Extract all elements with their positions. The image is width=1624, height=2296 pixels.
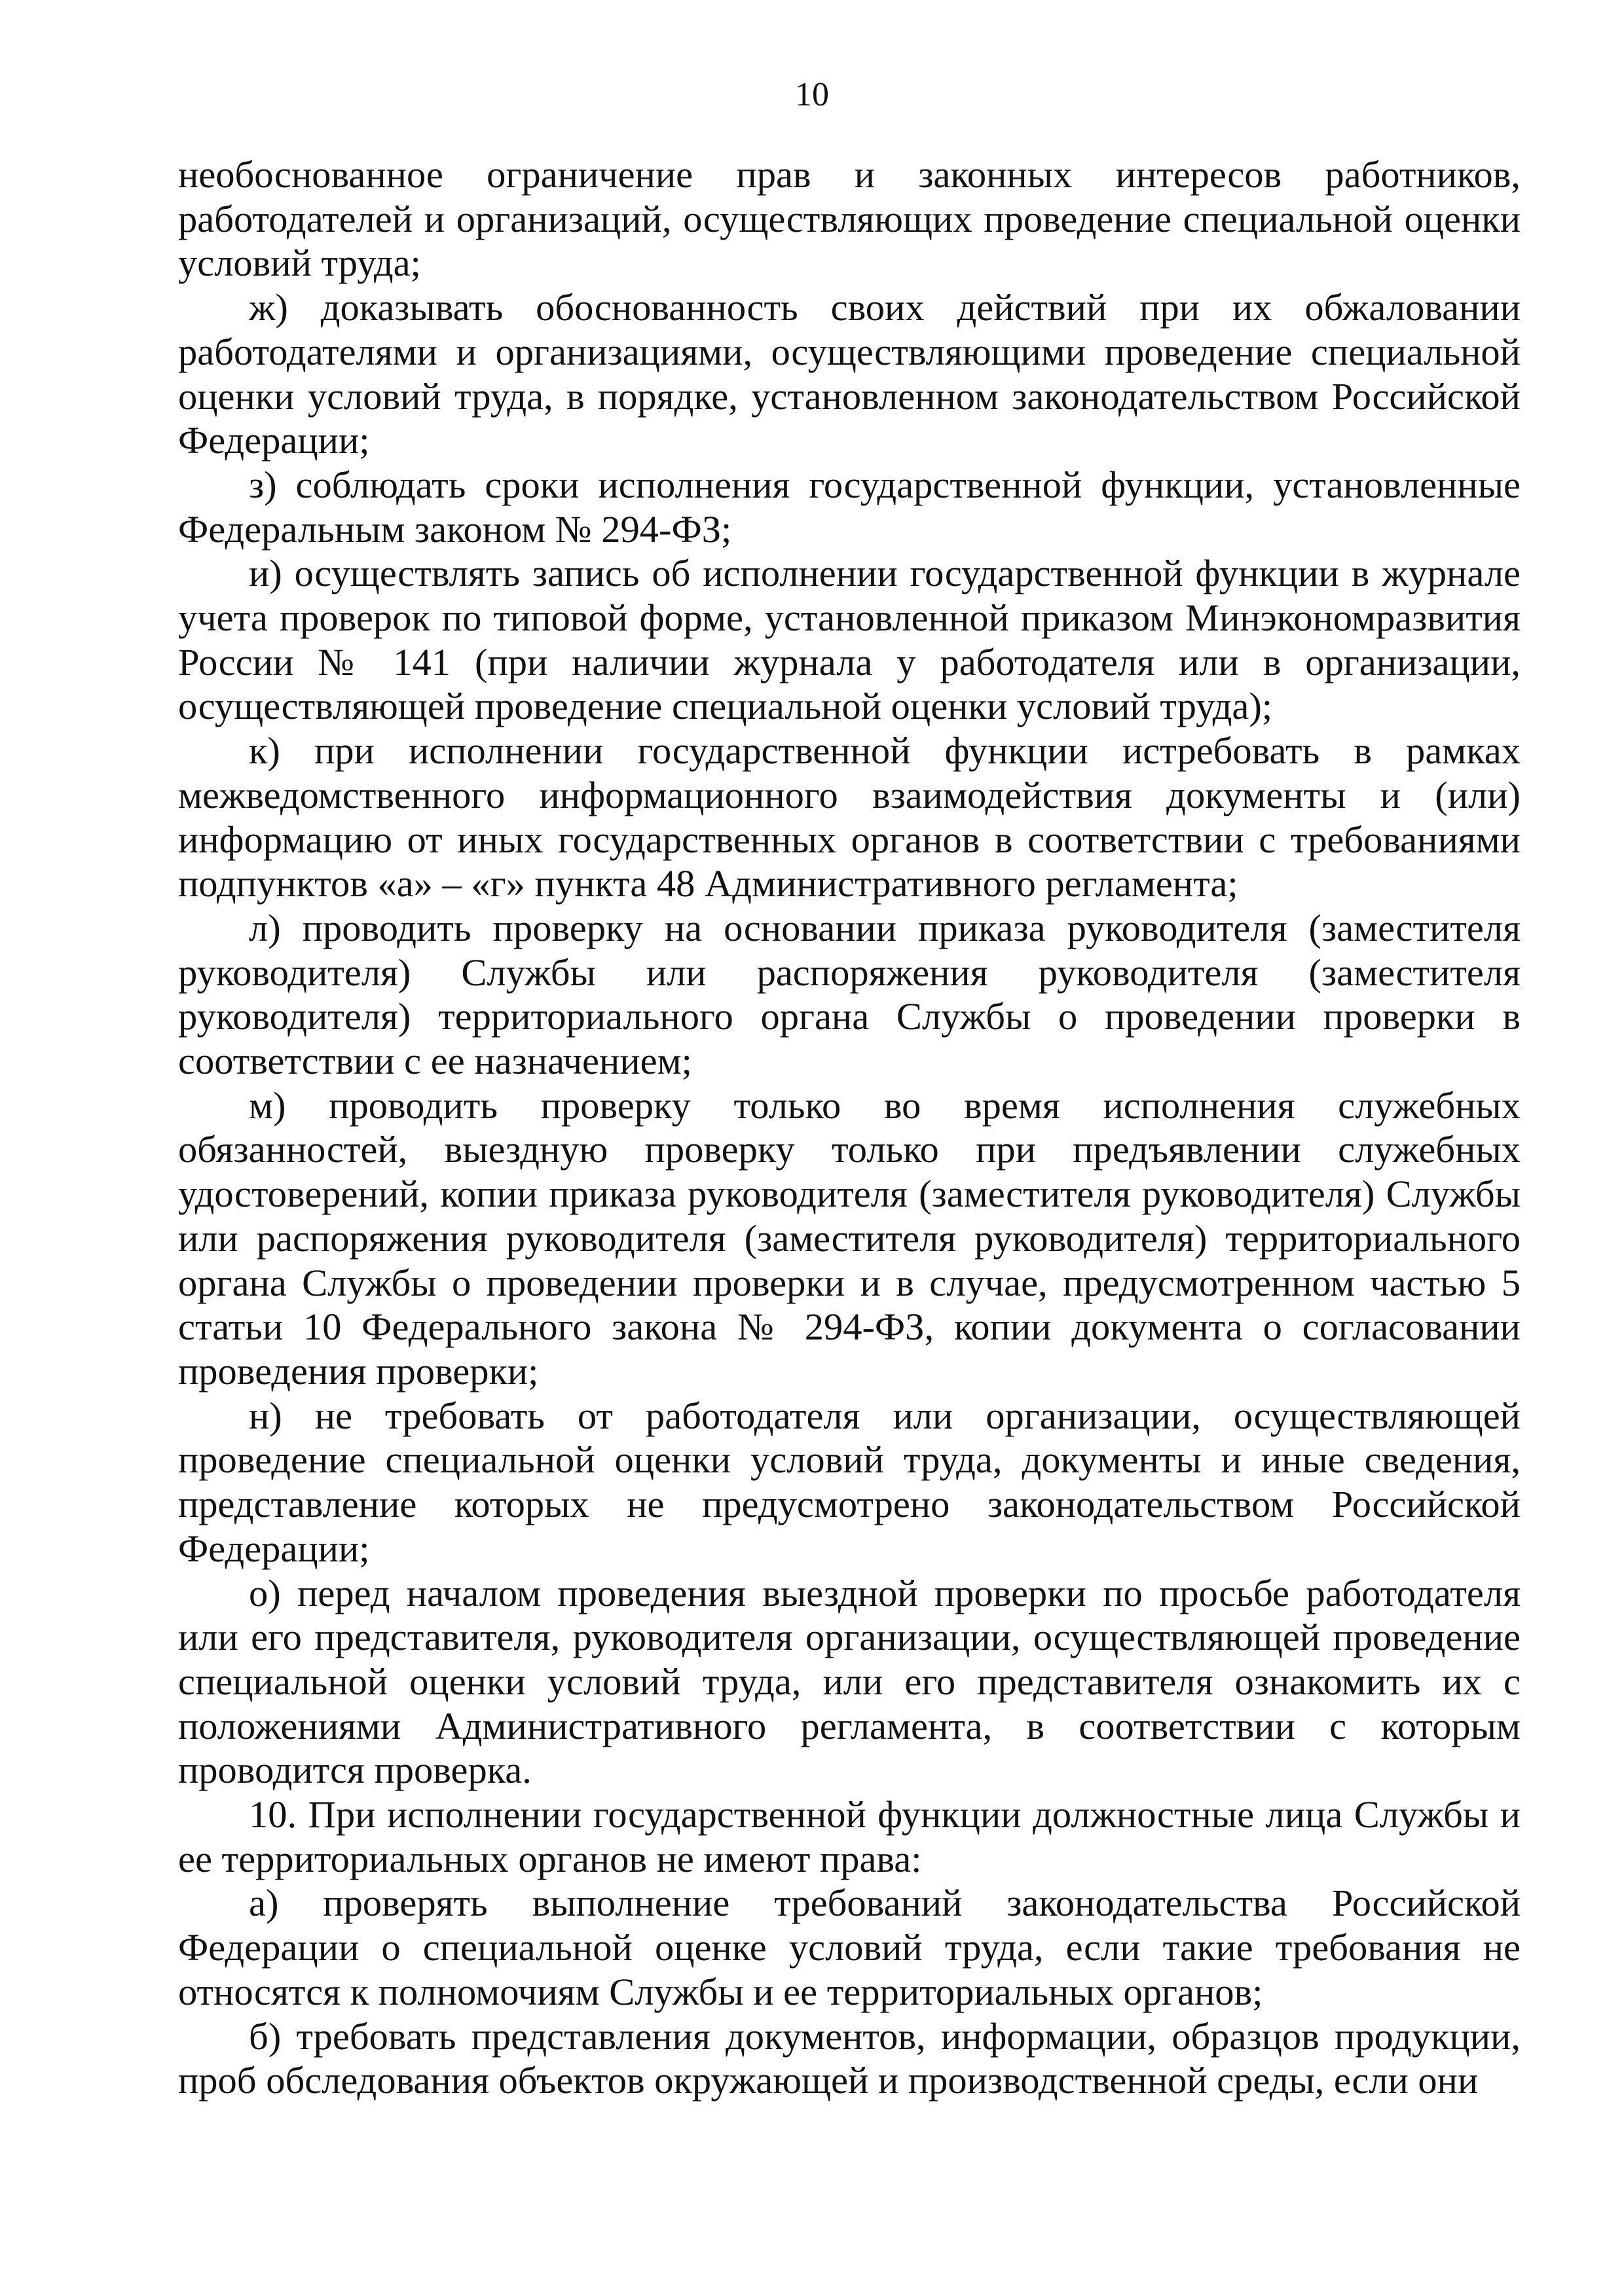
paragraph-item-o: о) перед началом проведения выездной проверки по просьбе работодателя или его представителя, руководителя организации, осуществляющей проведение специальной оценки условий труда, или его представителя ознакомить их с положениями Административного регламента, в соответствии с которым проводится проверка.: [178, 1571, 1521, 1792]
paragraph-item-z: з) соблюдать сроки исполнения государственной функции, установленные Федеральным законом № 294-ФЗ;: [178, 463, 1521, 551]
paragraph-continuation: необоснованное ограничение прав и законных интересов работников, работодателей и организаций, осуществляющих проведение специальной оценки условий труда;: [178, 153, 1521, 285]
paragraph-item-zh: ж) доказывать обоснованность своих действий при их обжаловании работодателями и организациями, осуществляющими проведение специальной оценки условий труда, в порядке, установленном законодательством Российской Федерации;: [178, 286, 1521, 462]
paragraph-item-b: б) требовать представления документов, информации, образцов продукции, проб обследования объектов окружающей и производственной среды, если они: [178, 2014, 1521, 2102]
paragraph-item-l: л) проводить проверку на основании приказа руководителя (заместителя руководителя) Службы или распоряжения руководителя (заместителя руководителя) территориального органа Службы о проведении проверки в соответствии с ее назначением;: [178, 906, 1521, 1083]
paragraph-item-a: а) проверять выполнение требований законодательства Российской Федерации о специальной оценке условий труда, если такие требования не относятся к полномочиям Службы и ее территориальных органов;: [178, 1882, 1521, 2013]
paragraph-item-i: и) осуществлять запись об исполнении государственной функции в журнале учета проверок по типовой форме, установленной приказом Минэкономразвития России № 141 (при наличии журнала у работодателя или в организации, осуществляющей проведение специальной оценки условий труда);: [178, 552, 1521, 728]
paragraph-item-m: м) проводить проверку только во время исполнения служебных обязанностей, выездную проверку только при предъявлении служебных удостоверений, копии приказа руководителя (заместителя руководителя) Службы или распоряжения руководителя (заместителя руководителя) территориального органа Службы о проведении проверки и в случае, предусмотренном частью 5 статьи 10 Федерального закона № 294-ФЗ, копии документа о согласовании проведения проверки;: [178, 1084, 1521, 1393]
paragraph-section-10: 10. При исполнении государственной функции должностные лица Службы и ее территориальных органов не имеют права:: [178, 1793, 1521, 1880]
document-body: [178, 153, 1521, 2103]
paragraph-item-n: н) не требовать от работодателя или организации, осуществляющей проведение специальной оценки условий труда, документы и иные сведения, представление которых не предусмотрено законодательством Российской Федерации;: [178, 1394, 1521, 1570]
paragraph-item-k: к) при исполнении государственной функции истребовать в рамках межведомственного информационного взаимодействия документы и (или) информацию от иных государственных органов в соответствии с требованиями подпунктов «а» – «г» пункта 48 Административного регламента;: [178, 729, 1521, 905]
page-number: 10: [795, 76, 829, 113]
